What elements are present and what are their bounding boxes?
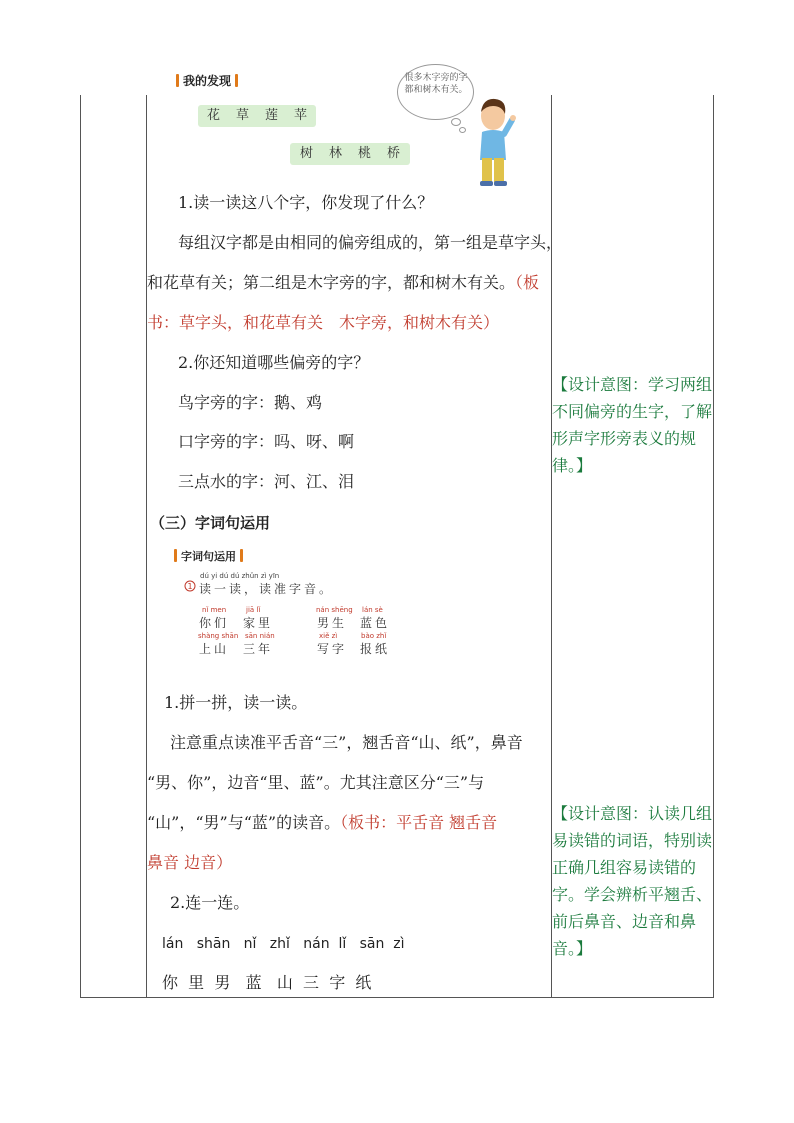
design-note-2: 【设计意图：认读几组 易读错的词语，特别读 正确几组容易读错的 字。学会辨析平翘舌、 前后鼻音、边音和鼻 音。】 — [552, 804, 713, 958]
instruction-text: 读一读，读准字音。 — [199, 582, 335, 596]
word-pinyin: xiě zì — [319, 632, 338, 640]
radical-example-3: 三点水的字：河、江、泪 — [178, 472, 355, 491]
radical-example-1: 鸟字旁的字：鹅、鸡 — [178, 393, 323, 412]
practice-question-2: 2.连一连。 — [170, 893, 250, 912]
word-hanzi: 上山 — [199, 642, 230, 656]
card-row-wood — [290, 143, 410, 165]
card-char: 草 — [235, 108, 249, 123]
practice-para-text: “山”，“男”与“蓝”的读音。 — [147, 813, 341, 832]
answer-1-line-1: 每组汉字都是由相同的偏旁组成的，第一组是草字头， — [178, 233, 563, 252]
word-hanzi: 蓝色 — [360, 616, 391, 630]
design-note-1: 【设计意图：学习两组 不同偏旁的生字，了解 形声字形旁表义的规 律。】 — [552, 375, 713, 475]
question-2: 2.你还知道哪些偏旁的字？ — [178, 353, 370, 372]
card-char: 林 — [328, 146, 342, 161]
word-pinyin: nǐ men — [202, 606, 227, 614]
practice-para-line-3 — [147, 813, 497, 833]
card-char: 树 — [299, 146, 313, 161]
svg-text:1: 1 — [187, 582, 193, 591]
answer-1-text: 和花草有关；第二组是木字旁的字，都和树木有关。 — [147, 273, 516, 292]
word-pinyin: sān nián — [245, 632, 275, 640]
board-note-line: 鼻音 边音） — [147, 853, 233, 872]
practice-para-line-1: 注意重点读准平舌音“三”，翘舌音“山、纸”，鼻音 — [170, 733, 523, 752]
card-char: 桃 — [358, 146, 372, 161]
practice-question-1: 1.拼一拼，读一读。 — [164, 693, 308, 712]
word-pinyin: shàng shān — [198, 632, 239, 640]
board-note: （板 — [515, 273, 540, 292]
word-pinyin: lán sè — [362, 606, 383, 614]
card-char: 莲 — [265, 108, 279, 123]
word-pinyin: jiā lǐ — [246, 606, 261, 614]
speech-bubble-text: 很多木字旁的字都和树木有关。 — [404, 73, 468, 95]
word-hanzi: 家里 — [243, 616, 274, 630]
card-char: 苹 — [294, 108, 308, 123]
card-char: 桥 — [387, 146, 401, 161]
boy-illustration — [468, 90, 518, 190]
usage-badge: 字词句运用 — [174, 548, 243, 564]
word-pinyin: nán shēng — [316, 606, 353, 614]
card-char: 花 — [206, 108, 220, 123]
table-right-border — [713, 95, 714, 998]
hanzi-match-row: 你 里 男 蓝 山 三 字 纸 — [162, 973, 372, 992]
board-note: （板书：平舌音 翘舌音 — [340, 813, 498, 832]
word-hanzi: 三年 — [243, 642, 274, 656]
word-pinyin: bào zhǐ — [361, 632, 387, 640]
answer-1-line-2 — [147, 273, 539, 293]
word-hanzi: 男生 — [317, 616, 348, 630]
radical-example-2: 口字旁的字：吗、呀、啊 — [178, 432, 355, 451]
card-row-grass — [198, 105, 316, 127]
word-hanzi: 写字 — [317, 642, 348, 656]
practice-para-line-2: “男、你”，边音“里、蓝”。尤其注意区分“三”与 — [147, 773, 485, 792]
question-1: 1.读一读这八个字，你发现了什么？ — [178, 193, 434, 212]
thought-dot — [459, 127, 466, 133]
thought-dot — [451, 118, 461, 126]
table-bottom-border — [80, 997, 714, 998]
board-note-line: 书：草字头，和花草有关 木字旁，和树木有关） — [147, 313, 500, 332]
word-hanzi: 报纸 — [360, 642, 391, 656]
word-hanzi: 你们 — [199, 616, 230, 630]
table-left-border — [80, 95, 81, 998]
section-heading: （三）字词句运用 — [150, 514, 271, 532]
number-1-icon — [184, 580, 196, 592]
pinyin-match-row: lán shān nǐ zhǐ nán lǐ sān zì — [162, 936, 405, 952]
discover-badge: 我的发现 — [176, 72, 238, 89]
instruction-pinyin: dú yi dú dú zhǔn zì yīn — [200, 572, 280, 580]
